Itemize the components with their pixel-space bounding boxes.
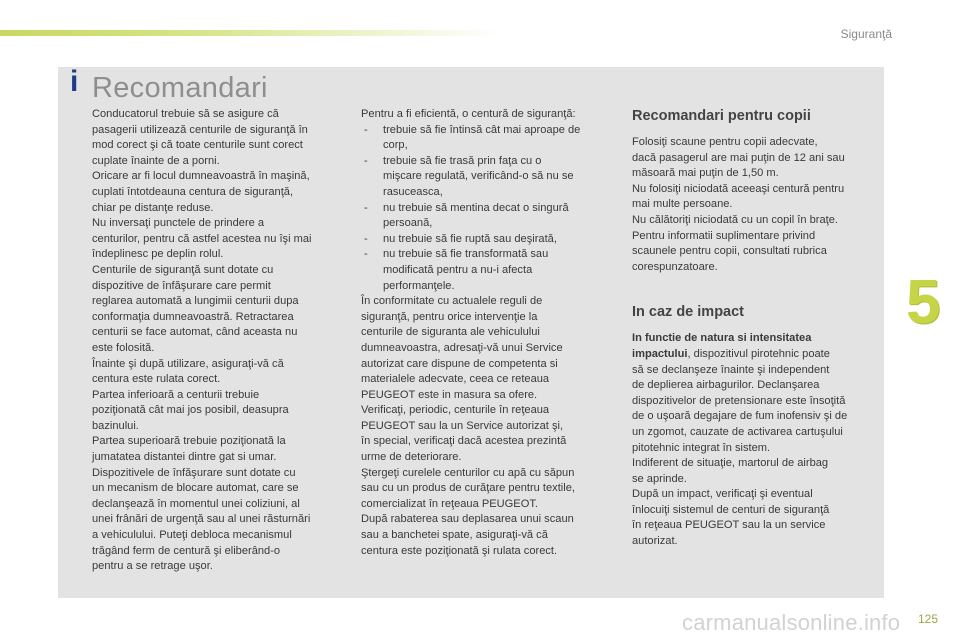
impact-paragraph xyxy=(632,363,877,550)
bullet-dash: - xyxy=(364,201,368,214)
text-line: sau cu un produs de curăţare pentru textile, xyxy=(361,482,575,495)
text-line: Verificaţi, periodic, centurile în reţeaua xyxy=(361,404,550,417)
text-line: mod corect şi că toate centurile sunt corect xyxy=(92,139,303,152)
text-line: După un impact, verificaţi şi eventual xyxy=(632,488,813,501)
text-line: a vehiculului. Puteţi debloca mecanismul xyxy=(92,529,292,542)
bullet-continuation: modificată pentru a nu-i afecta xyxy=(383,263,533,276)
text-line: centurile de siguranta ale vehiculului xyxy=(361,326,540,339)
bullet-item xyxy=(361,232,611,248)
impact-heading: In caz de impact xyxy=(632,304,745,321)
text-line: sau a banchetei spate, asiguraţi-vă că xyxy=(361,529,548,542)
text-line: Nu inversaţi punctele de prindere a xyxy=(92,217,265,230)
text-line: centura este rulata corect. xyxy=(92,373,221,386)
text-line: măsoară mai puţin de 1,50 m. xyxy=(632,167,779,180)
text-line: unei frânări de urgenţă sau al unei răsturnări xyxy=(92,513,311,526)
bullet-text: nu trebuie să fie ruptă sau deşirată, xyxy=(383,232,557,245)
text-line: înlocuiţi sistemul de centuri de siguranţă xyxy=(632,503,830,516)
bullet-list xyxy=(361,123,611,295)
children-paragraph xyxy=(632,135,877,275)
text-line: declanşează în momentul unei coliziuni, al xyxy=(92,497,300,510)
text-line: PEUGEOT este in masura sa ofere. xyxy=(361,388,538,401)
bullet-continuation: rasuceasca, xyxy=(383,185,443,198)
text-line: Partea inferioară a centurii trebuie xyxy=(92,388,260,401)
impact-line-2 xyxy=(632,347,877,363)
text-line: de o uşoară degajare de fum inofensiv şi de xyxy=(632,410,848,423)
page-number: 125 xyxy=(918,612,939,626)
bullet-item xyxy=(361,123,611,139)
bullet-continuation: performanţele. xyxy=(383,279,455,292)
text-line: Înainte şi după utilizare, asiguraţi-vă că xyxy=(92,357,284,370)
bullet-continuation: persoană, xyxy=(383,217,433,230)
text-line: reglarea automată a lungimii centurii dupa xyxy=(92,295,299,308)
impact-line-rest: , dispozitivul pirotehnic poate xyxy=(687,347,830,360)
text-line: este folosită. xyxy=(92,341,155,354)
text-line: pitotehnic integrat în sistem. xyxy=(632,441,771,454)
bullet-text: trebuie să fie trasă prin faţa cu o xyxy=(383,154,542,167)
text-line: Oricare ar fi locul dumneavoastră în maşină, xyxy=(92,170,310,183)
text-line: se aprinde. xyxy=(632,472,687,485)
text-line: autorizat. xyxy=(632,535,678,548)
text-line: să se declanşeze înainte şi independent xyxy=(632,363,830,376)
text-line: urme de deteriorare. xyxy=(361,451,462,464)
text-line: centura este poziţionată şi rulata corect. xyxy=(361,544,558,557)
text-line: pentru a se retrage uşor. xyxy=(92,560,213,573)
col2-paragraphs xyxy=(361,294,611,559)
bullet-dash: - xyxy=(364,232,368,245)
chapter-number: 5 xyxy=(906,268,941,337)
text-line: dumneavoastra, adresaţi-vă unui Service xyxy=(361,341,563,354)
impact-bold-word: impactului xyxy=(632,347,688,360)
children-heading: Recomandari pentru copii xyxy=(632,108,811,124)
text-line: comercializat în reţeaua PEUGEOT. xyxy=(361,497,538,510)
column-2 xyxy=(361,107,611,559)
text-line: cuplati întotdeauna centura de siguranţă, xyxy=(92,185,294,198)
impact-lead-line: In functie de natura si intensitatea xyxy=(632,332,812,345)
section-title: Siguranţă xyxy=(840,27,892,41)
bullet-item xyxy=(361,201,611,217)
col2-intro: Pentru a fi eficientă, o centură de siguranţă: xyxy=(361,108,576,120)
bullet-dash: - xyxy=(364,154,368,167)
text-line: După rabaterea sau deplasarea unui scaun xyxy=(361,513,574,526)
text-line: Folosiţi scaune pentru copii adecvate, xyxy=(632,136,818,148)
bullet-item xyxy=(361,154,611,170)
column-1 xyxy=(92,107,348,575)
text-line: Centurile de siguranţă sunt dotate cu xyxy=(92,263,274,276)
text-line: un zgomot, cauzate de activarea cartuşului xyxy=(632,425,843,438)
text-line: Pentru informatii suplimentare privind xyxy=(632,229,816,242)
text-line: În conformitate cu actualele reguli de xyxy=(361,295,543,308)
text-line: dispozitivelor de pretensionare este însoţită xyxy=(632,394,846,407)
page-title: Recomandari xyxy=(92,72,268,104)
text-line: centurilor, pentru că astfel acestea nu îşi mai xyxy=(92,232,312,245)
bullet-text: nu trebuie să mentina decat o singură xyxy=(383,201,569,214)
text-line: corespunzatoare. xyxy=(632,260,718,273)
text-line: materialele adecvate, ceea ce reteaua xyxy=(361,373,550,386)
text-line: dispozitive de înfăşurare care permit xyxy=(92,279,271,292)
bullet-dash: - xyxy=(364,248,368,261)
text-line: dacă pasagerul are mai puţin de 12 ani sau xyxy=(632,151,845,164)
text-line: Nu folosiţi niciodată aceeaşi centură pentru xyxy=(632,182,845,195)
text-line: îndeplinesc pe deplin rolul. xyxy=(92,248,224,261)
text-line: pasagerii utilizează centurile de siguranţă în xyxy=(92,123,308,136)
column-3 xyxy=(632,107,877,550)
text-line: centurii se face automat, când aceasta nu xyxy=(92,326,298,339)
bullet-text: trebuie să fie întinsă cât mai aproape de xyxy=(383,123,581,136)
text-line: bazinului. xyxy=(92,419,139,432)
text-line: cuplate înainte de a porni. xyxy=(92,154,220,167)
text-line: Partea superioară trebuie poziţionată la xyxy=(92,435,286,448)
text-line: Dispozitivele de înfăşurare sunt dotate cu xyxy=(92,466,296,479)
text-line: în special, verificaţi dacă acestea prezintă xyxy=(361,435,567,448)
text-line: scaunele pentru copii, consultati rubrica xyxy=(632,245,827,258)
bullet-continuation: mişcare regulată, verificând-o să nu se xyxy=(383,170,574,183)
text-line: Indiferent de situaţie, martorul de airbag xyxy=(632,457,829,470)
bullet-item xyxy=(361,247,611,263)
text-line: în reţeaua PEUGEOT sau la un service xyxy=(632,519,826,532)
watermark: carmanualsonline.info xyxy=(682,610,901,635)
text-line: siguranţă, pentru orice intervenţie la xyxy=(361,310,538,323)
text-line: chiar pe distanţe reduse. xyxy=(92,201,214,214)
text-line: autorizat care dispune de competenta si xyxy=(361,357,558,370)
text-line: poziţionată cât mai jos posibil, deasupra xyxy=(92,404,289,417)
text-line: Ştergeţi curelele centurilor cu apă cu săpun xyxy=(361,466,575,479)
text-line: Nu călătoriţi niciodată cu un copil în braţe. xyxy=(632,213,838,226)
text-line: PEUGEOT sau la un Service autorizat şi, xyxy=(361,419,564,432)
info-icon: i xyxy=(70,65,79,98)
text-line: un mecanism de blocare automat, care se xyxy=(92,482,299,495)
header-accent-bar xyxy=(0,30,500,36)
text-line: de deplierea airbagurilor. Declanşarea xyxy=(632,379,820,392)
text-line: Conducatorul trebuie să se asigure că xyxy=(92,108,279,120)
text-line: mai multe persoane. xyxy=(632,198,733,211)
text-line: trăgând ferm de centură şi eliberând-o xyxy=(92,544,281,557)
bullet-text: nu trebuie să fie transformată sau xyxy=(383,248,549,261)
text-line: jumatatea distantei dintre gat si umar. xyxy=(92,451,277,464)
text-line: conformaţia dumneavoastră. Retractarea xyxy=(92,310,294,323)
bullet-dash: - xyxy=(364,123,368,136)
bullet-continuation: corp, xyxy=(383,139,408,152)
